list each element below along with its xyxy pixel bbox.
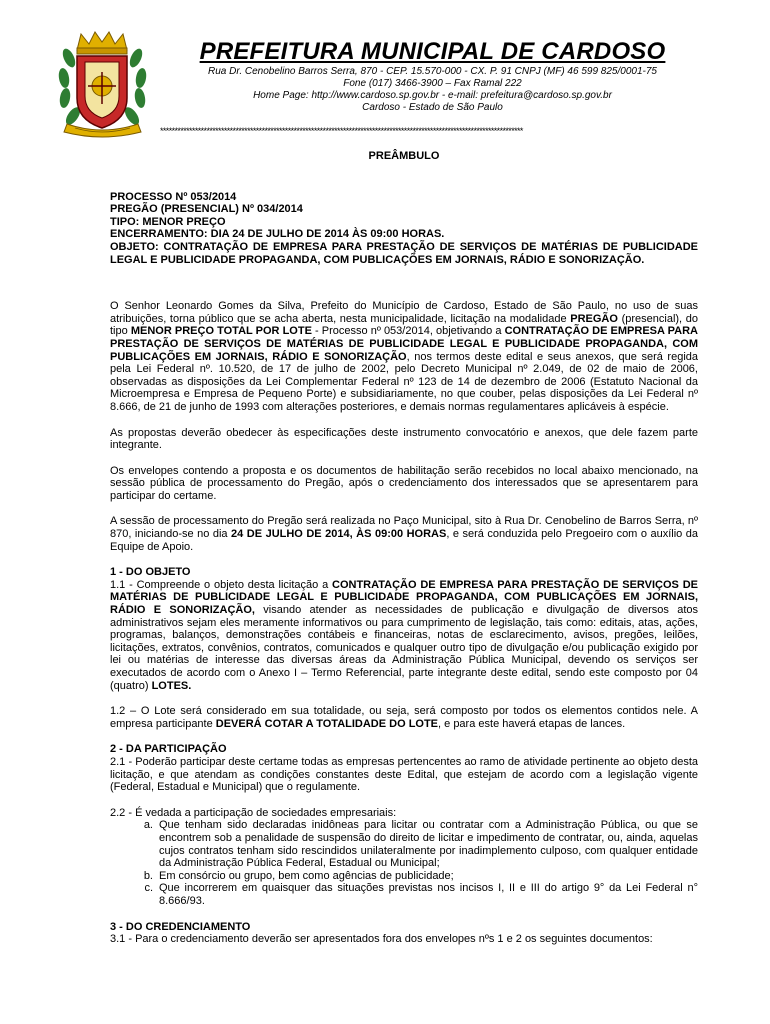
exclusion-list	[110, 819, 698, 907]
objeto-line: OBJETO: CONTRATAÇÃO DE EMPRESA PARA PRESTAÇÃO DE SERVIÇOS DE MATÉRIAS DE PUBLICIDADE LEGAL E PUBLICIDADE PROPAGANDA, COM PUBLICAÇÕES EM JORNAIS, RÁDIO E SONORIZAÇÃO.	[110, 240, 698, 266]
document-body	[110, 150, 698, 946]
encerramento-line: ENCERRAMENTO: DIA 24 DE JULHO DE 2014 ÀS 09:00 HORAS.	[110, 228, 445, 241]
letterhead	[160, 38, 705, 114]
list-item: c. Que incorrerem em quaisquer das situações previstas nos incisos I, II e III do artigo 9° da Lei Federal n° 8.666/93.	[144, 882, 698, 907]
tipo-line: TIPO: MENOR PREÇO	[110, 215, 226, 228]
intro-paragraph-4: A sessão de processamento do Pregão será realizada no Paço Municipal, sito à Rua Dr. Cenobelino de Barros Serra, nº 870, iniciando-se no dia 24 DE JULHO DE 2014, ÀS 09:00 HORAS, e será conduzida pelo Pregoeiro com o auxílio da Equipe de Apoio.	[110, 515, 699, 553]
intro-paragraph-1: O Senhor Leonardo Gomes da Silva, Prefeito do Município de Cardoso, Estado de São Paulo, no uso de suas atribuições, torna público que se acha aberta, nesta municipalidade, licitação na modalidade PREGÃO (presencial), do tipo MENOR PREÇO TOTAL POR LOTE - Processo nº 053/2014, objetivando a CONTRATAÇÃO DE EMPRESA PARA PRESTAÇÃO DE SERVIÇOS DE MATÉRIAS DE PUBLICIDADE LEGAL E PUBLICIDADE PROPAGANDA, COM PUBLICAÇÕES EM JORNAIS, RÁDIO E SONORIZAÇÃO, nos termos deste edital e seus anexos, que será regida pela Lei Federal nº. 10.520, de 17 de julho de 2002, pelo Decreto Municipal nº 2.049, de 02 de maio de 2006, observadas as disposições da Lei Complementar Federal nº 123 de 14 de dezembro de 2006 (Estatuto Nacional da Microempresa e Empresa de Pequeno Porte) e subsidiariamente, no que couber, pelas disposições da Lei Federal nº 8.666, de 21 de junho de 1993 com alterações posteriores, e demais normas regulamentares aplicáveis à espécie.	[110, 300, 699, 413]
section-3-heading: 3 - DO CREDENCIAMENTO	[110, 920, 251, 933]
city-line: Cardoso - Estado de São Paulo	[362, 102, 503, 113]
pregao-line: PREGÃO (PRESENCIAL) Nº 034/2014	[110, 203, 303, 216]
section-1-paragraph-2: 1.2 – O Lote será considerado em sua totalidade, ou seja, será composto por todos os elementos contidos nele. A empresa participante DEVERÁ COTAR A TOTALIDADE DO LOTE, e para este haverá etapas de lances.	[110, 705, 698, 730]
preamble-heading: PREÂMBULO	[368, 150, 440, 162]
address-line: Rua Dr. Cenobelino Barros Serra, 870 - CEP. 15.570-000 - CX. P. 91 CNPJ (MF) 46 599 825/0001-75	[208, 66, 657, 77]
header-divider: *****************************************************************************************************************************	[160, 126, 523, 136]
phone-line: Fone (017) 3466-3900 – Fax Ramal 222	[343, 78, 522, 89]
section-2-paragraph-1: 2.1 - Poderão participar deste certame todas as empresas pertencentes ao ramo de atividade pertinente ao objeto desta licitação, e que atendam as condições constantes deste Edital, que estejam de acordo com a legislação vigente (Federal, Estadual e Municipal) que o regulamente.	[110, 755, 698, 794]
processo-line: PROCESSO Nº 053/2014	[110, 190, 237, 203]
section-1-heading: 1 - DO OBJETO	[110, 566, 191, 579]
list-item: b. Em consórcio ou grupo, bem como agências de publicidade;	[143, 869, 454, 882]
municipal-crest-icon	[55, 28, 150, 138]
web-line: Home Page: http://www.cardoso.sp.gov.br - e-mail: prefeitura@cardoso.sp.gov.br	[253, 90, 612, 101]
intro-paragraph-3: Os envelopes contendo a proposta e os documentos de habilitação serão recebidos no local abaixo mencionado, na sessão pública de processamento do Pregão, após o credenciamento dos interessados que se apresentarem para participar do certame.	[110, 464, 698, 502]
section-3-paragraph-1: 3.1 - Para o credenciamento deverão ser apresentados fora dos envelopes nºs 1 e 2 os seguintes documentos:	[110, 933, 653, 946]
section-2-paragraph-2: 2.2 - É vedada a participação de sociedades empresariais:	[110, 806, 397, 819]
section-2-heading: 2 - DA PARTICIPAÇÃO	[110, 743, 227, 756]
intro-paragraph-2: As propostas deverão obedecer às especificações deste instrumento convocatório e anexos, que dele fazem parte integrante.	[110, 426, 698, 452]
page-title: PREFEITURA MUNICIPAL DE CARDOSO	[199, 38, 666, 65]
section-1-paragraph-1: 1.1 - Compreende o objeto desta licitação a CONTRATAÇÃO DE EMPRESA PARA PRESTAÇÃO DE SERVIÇOS DE MATÉRIAS DE PUBLICIDADE LEGAL E PUBLICIDADE PROPAGANDA, COM PUBLICAÇÕES EM JORNAIS, RÁDIO E SONORIZAÇÃO, visando atender as necessidades de publicação e divulgação de diversos atos administrativos sejam eles meramente informativos ou para cumprimento de legislação, tais como: editais, atas, ações, programas, balanços, demonstrações contábeis e financeiras, notas de esclarecimento, avisos, pregões, leilões, licitações, extratos, convênios, contratos, comunicados e qualquer outro tipo de divulgação e/ou publicação exigido por lei ou matérias de interesse das diversas áreas da Administração Pública Municipal, devendo os serviços ser executados de acordo com o Anexo I – Termo Referencial, parte integrante deste edital, sendo este composto por 04 (quatro) LOTES.	[110, 578, 698, 692]
list-item: a. Que tenham sido declaradas inidôneas para licitar ou contratar com a Administração Pública, ou que se encontrem sob a penalidade de suspensão do direito de licitar e impedimento de contratar, ou, ainda, aquelas cujos contratos tenham sido rescindidos unilateralmente por inadimplemento culposo, com qualquer entidade da Administração Pública Federal, Estadual ou Municipal;	[143, 819, 698, 870]
